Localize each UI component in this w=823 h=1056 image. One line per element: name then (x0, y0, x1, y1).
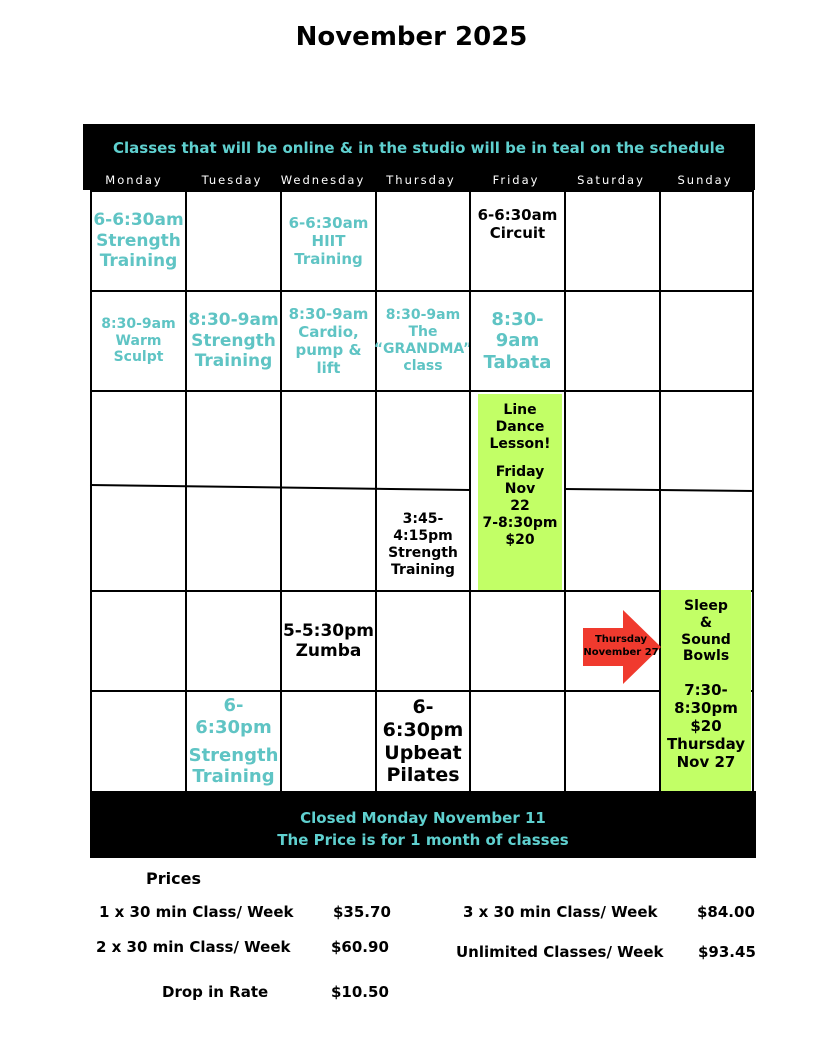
day-header-saturday: Saturday (577, 173, 645, 187)
price-value: $10.50 (331, 983, 389, 1001)
closed-notice: Closed Monday November 11 (300, 809, 546, 827)
price-value: $93.45 (698, 943, 756, 961)
empty-cell (564, 690, 659, 791)
prices-heading: Prices (146, 869, 201, 888)
class-wed-6am-hiit: 6-6:30am HIIT Training (280, 190, 375, 290)
class-thu-830-grandma: 8:30-9am The “GRANDMA” class (375, 290, 469, 390)
class-fri-830-tabata: 8:30-9am Tabata (469, 290, 564, 390)
price-label: 1 x 30 min Class/ Week (99, 903, 294, 921)
arrow-label: Thursday November 27 (583, 634, 659, 658)
day-header-thursday: Thursday (386, 173, 456, 187)
day-header-sunday: Sunday (677, 173, 733, 187)
price-value: $84.00 (697, 903, 755, 921)
class-tue-830-strength: 8:30-9am Strength Training (185, 290, 280, 390)
event-line-dance-lesson: Line Dance Lesson! Friday Nov 22 7-8:30pm $20 (478, 394, 562, 590)
class-tue-6pm-strength: 6-6:30pm Strength Training (185, 690, 280, 791)
empty-cell (185, 590, 280, 690)
day-header-tuesday: Tuesday (201, 173, 263, 187)
class-mon-6am-strength: 6-6:30am Strength Training (90, 190, 185, 290)
class-fri-6am-circuit: 6-6:30am Circuit (469, 190, 564, 290)
price-label: 3 x 30 min Class/ Week (463, 903, 658, 921)
schedule-grid (90, 190, 754, 791)
empty-cell (469, 690, 564, 791)
empty-cell (90, 690, 185, 791)
empty-cell (90, 590, 185, 690)
class-mon-830-warm-sculpt: 8:30-9am Warm Sculpt (90, 290, 185, 390)
notice-band (90, 791, 756, 858)
price-label: Drop in Rate (162, 983, 269, 1001)
day-header-monday: Monday (105, 173, 163, 187)
empty-cell (375, 590, 469, 690)
class-thu-6pm-pilates: 6-6:30pm Upbeat Pilates (375, 690, 469, 791)
class-wed-5pm-zumba: 5-5:30pm Zumba (280, 590, 375, 690)
page-title: November 2025 (295, 22, 528, 52)
price-label: Unlimited Classes/ Week (456, 943, 664, 961)
header-band (83, 124, 755, 190)
empty-cell (280, 690, 375, 791)
price-value: $35.70 (333, 903, 391, 921)
price-value: $60.90 (331, 938, 389, 956)
event-sleep-sound-bowls: Sleep & Sound Bowls 7:30-8:30pm $20 Thursday Nov 27 (661, 590, 751, 791)
teal-legend-banner: Classes that will be online & in the studio will be in teal on the schedule (113, 139, 725, 157)
price-note: The Price is for 1 month of classes (277, 831, 569, 849)
price-label: 2 x 30 min Class/ Week (96, 938, 291, 956)
day-header-friday: Friday (492, 173, 540, 187)
class-wed-830-cardio: 8:30-9am Cardio, pump & lift (280, 290, 375, 390)
empty-cell (469, 590, 564, 690)
class-thu-345-strength: 3:45-4:15pm Strength Training (375, 490, 469, 590)
day-header-wednesday: Wednesday (280, 173, 366, 187)
